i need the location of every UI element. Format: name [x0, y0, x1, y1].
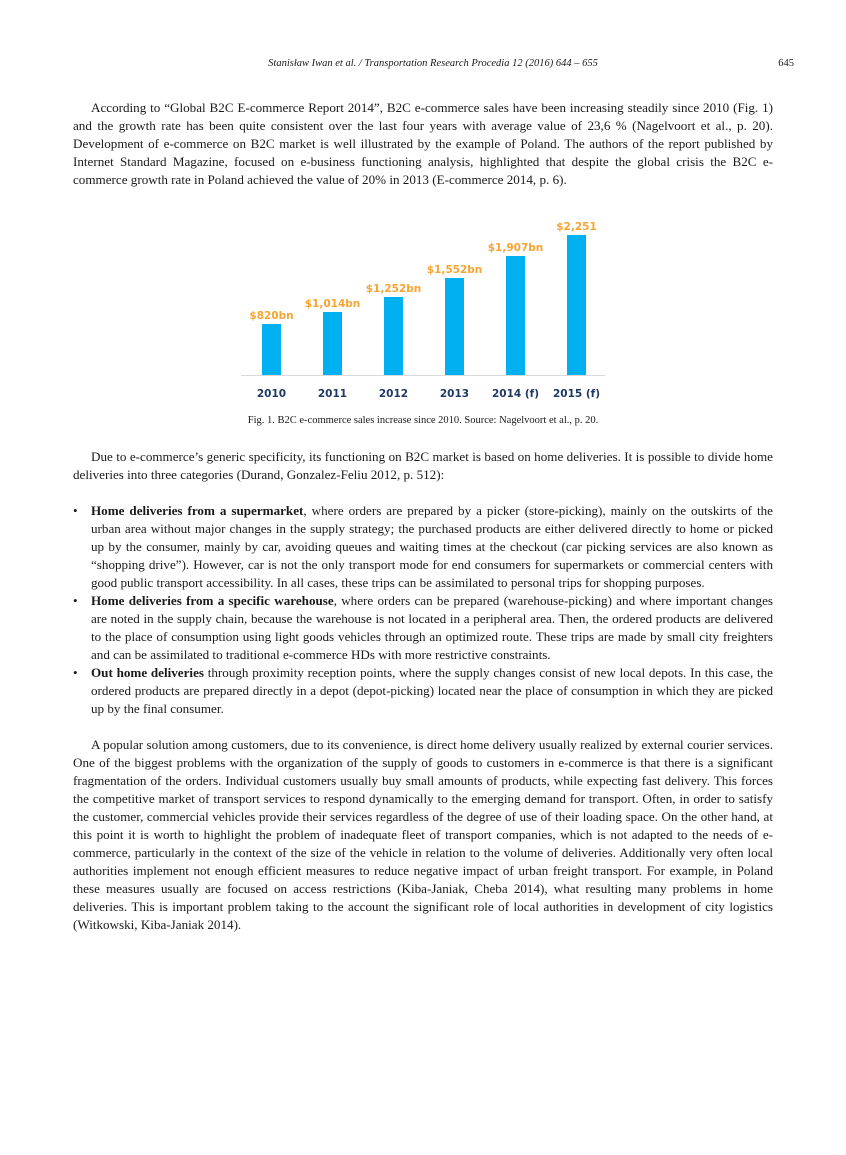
- page-body: [73, 99, 773, 934]
- delivery-categories-list: [73, 502, 773, 718]
- bullet-icon: •: [73, 503, 78, 518]
- bullet-icon: •: [73, 593, 78, 608]
- x-axis-line: [241, 375, 605, 376]
- x-tick-label: 2012: [378, 388, 409, 400]
- bar-2012: [384, 297, 403, 375]
- bar-value-label: $820bn: [249, 310, 294, 322]
- x-tick-label: 2014 (f): [491, 388, 540, 400]
- bar-value-label: $2,251: [556, 221, 597, 233]
- bar-2011: [323, 312, 342, 375]
- running-title: Stanisław Iwan et al. / Transportation Research Procedia 12 (2016) 644 – 655: [268, 58, 598, 69]
- x-tick-label: 2011: [317, 388, 348, 400]
- figure-caption: Fig. 1. B2C e-commerce sales increase since 2010. Source: Nagelvoort et al., p. 20.: [247, 415, 599, 426]
- list-item-supermarket: [73, 502, 773, 592]
- bar-value-label: $1,907bn: [487, 242, 544, 254]
- list-item-warehouse: [73, 592, 773, 664]
- list-item-text: through proximity reception points, where the supply changes consist of new local depots. In this case, the ordered products are prepared directly in a depot (depot-picking) located near the place of consumption in which they are picked up by the final consumer.: [91, 665, 773, 716]
- bullet-icon: •: [73, 665, 78, 680]
- paragraph-intro: According to “Global B2C E-commerce Report 2014”, B2C e-commerce sales have been increasing steadily since 2010 (Fig. 1) and the growth rate has been quite consistent over the last four years with average value of 23,6 % (Nagelvoort et al., p. 20). Development of e-commerce on B2C market is well illustrated by the example of Poland. The authors of the report published by Internet Standard Magazine, focused on e-business functioning analysis, highlighted that despite the global crisis the B2C e-commerce growth rate in Poland achieved the value of 20% in 2013 (E-commerce 2014, p. 6).: [73, 100, 773, 187]
- paragraph-courier: A popular solution among customers, due to its convenience, is direct home delivery usually realized by external courier services. One of the biggest problems with the organization of the supply of goods to customers in e-commerce is that there is a significant fragmentation of the orders. Individual customers usually buy small amounts of products, while expecting fast delivery. This forces the competitive market of transport services to respond dynamically to the emerging demand for transport. Often, in order to satisfy the customer, commercial vehicles provide their services regardless of the degree of use of their loading space. On the other hand, at this point it is worth to highlight the problem of inadequate fleet of transport companies, which is not adapted to the needs of e-commerce, particularly in the context of the size of the vehicle in relation to the volume of deliveries. Additionally very often local authorities implement not enough efficient measures to reduce negative impact of urban freight transport. For example, in Poland these measures usually are focused on access restrictions (Kiba-Janiak, Cheba 2014), what resulting many problems in home deliveries. This is important problem taking to the account the significant role of local authorities in development of city logistics (Witkowski, Kiba-Janiak 2014).: [73, 737, 773, 932]
- bar-value-label: $1,552bn: [426, 264, 483, 276]
- paragraph-categories: Due to e-commerce’s generic specificity, its functioning on B2C market is based on home deliveries. It is possible to divide home deliveries into three categories (Durand, Gonzalez-Feliu 2012, p. 512):: [73, 449, 773, 482]
- bar-2014f: [506, 256, 525, 375]
- bar-2015f: [567, 235, 586, 375]
- bar-chart: [241, 201, 605, 401]
- x-tick-label: 2013: [439, 388, 470, 400]
- bar-value-label: $1,014bn: [304, 298, 361, 310]
- bar-2010: [262, 324, 281, 375]
- list-item-term: Out home deliveries: [91, 665, 204, 680]
- page-number: 645: [778, 58, 794, 69]
- list-item-out-home: [73, 664, 773, 718]
- figure-1: [73, 201, 773, 406]
- list-item-text: , where orders are prepared by a picker (store-picking), mainly on the outskirts of the urban area without major changes in the supply strategy; the purchased products are either delivered directly to home or picked up by the consumer, mainly by car, avoiding queues and waiting times at the checkout (car picking services are also known as “shopping drive”). However, car is not the only transport mode for end consumers for supermarkets or commercial centers with good public transport accessibility. In all cases, these trips can be assimilated to personal trips for shopping purposes.: [91, 503, 773, 590]
- bar-value-label: $1,252bn: [365, 283, 422, 295]
- running-header: [72, 58, 794, 74]
- list-item-term: Home deliveries from a specific warehouse: [91, 593, 334, 608]
- x-tick-label: 2015 (f): [552, 388, 601, 400]
- list-item-term: Home deliveries from a supermarket: [91, 503, 304, 518]
- list-item-text: , where orders can be prepared (warehouse-picking) and where important changes are noted in the supply chain, because the warehouse is not located in a peripheral area. Then, the ordered products are delivered to the place of consumption using light goods vehicles through an optimized route. These trips are made by small city freighters and can be assimilated to traditional e-commerce HDs with more restrictive constraints.: [91, 593, 774, 662]
- x-tick-label: 2010: [256, 388, 287, 400]
- bar-2013: [445, 278, 464, 375]
